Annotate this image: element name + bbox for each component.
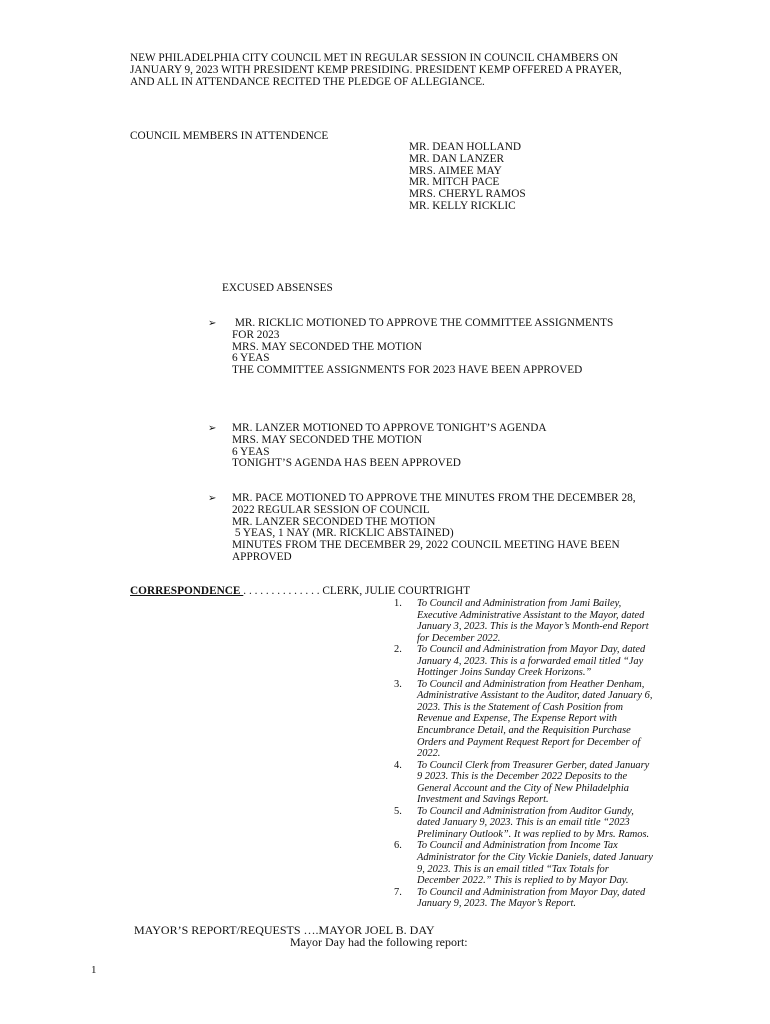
item-line: To Council Clerk from Treasurer Gerber, dated January bbox=[417, 759, 650, 771]
motion-line: 6 YEAS bbox=[232, 352, 270, 365]
motion-line: 2022 REGULAR SESSION OF COUNCIL bbox=[232, 503, 430, 516]
motion-line: MR. PACE MOTIONED TO APPROVE THE MINUTES FROM THE DECEMBER 28, bbox=[232, 492, 636, 504]
item-line: To Council and Administration from Heather Denham, bbox=[417, 678, 645, 690]
item-number: 2. bbox=[394, 644, 402, 656]
correspondence-heading bbox=[130, 586, 470, 598]
motion-line: APPROVED bbox=[232, 550, 292, 563]
member-name: MR. KELLY RICKLIC bbox=[409, 199, 516, 212]
motion-line: TONIGHT’S AGENDA HAS BEEN APPROVED bbox=[232, 457, 461, 470]
item-line: Investment and Savings Report. bbox=[417, 794, 549, 806]
item-line: January 3, 2023. This is the Mayor’s Month-end Report bbox=[417, 621, 649, 633]
list-item bbox=[386, 840, 716, 886]
motion-line: MR. RICKLIC MOTIONED TO APPROVE THE COMMITTEE ASSIGNMENTS bbox=[232, 317, 614, 329]
list-item bbox=[386, 598, 716, 644]
list-item bbox=[386, 644, 716, 679]
motion-line: 6 YEAS bbox=[232, 445, 270, 458]
list-item bbox=[386, 806, 716, 841]
arrow-bullet-icon: ➢ bbox=[208, 493, 217, 504]
item-line: To Council and Administration from Mayor Day, dated bbox=[417, 886, 646, 898]
item-line: 9 2023. This is the December 2022 Deposits to the bbox=[417, 771, 628, 783]
item-line: Administrative Assistant to the Auditor, dated January 6, bbox=[417, 690, 653, 702]
member-name: MRS. CHERYL RAMOS bbox=[409, 188, 526, 201]
item-line: To Council and Administration from Jami Bailey, bbox=[417, 598, 622, 609]
item-line: Executive Administrative Assistant to the Mayor, dated bbox=[417, 609, 645, 621]
item-line: To Council and Administration from Mayor Day, dated bbox=[417, 644, 646, 656]
correspondence-title: CORRESPONDENCE bbox=[130, 585, 244, 597]
motion-agenda bbox=[208, 423, 728, 470]
correspondence-clerk: . . . . . . . . . . . . . . CLERK, JULIE COURTRIGHT bbox=[243, 585, 471, 597]
mayor-report-intro: Mayor Day had the following report: bbox=[290, 935, 468, 949]
item-line: 2022. bbox=[417, 748, 441, 760]
item-number: 1. bbox=[394, 598, 402, 609]
item-line: for December 2022. bbox=[417, 632, 501, 644]
item-line: 9, 2023. This is an email titled “Tax Totals for bbox=[417, 863, 609, 875]
member-name: MR. DEAN HOLLAND bbox=[409, 141, 522, 153]
item-line: Administrator for the City Vickie Daniels, dated January bbox=[417, 852, 653, 864]
intro-line: JANUARY 9, 2023 WITH PRESIDENT KEMP PRESIDING. PRESIDENT KEMP OFFERED A PRAYER, bbox=[130, 63, 622, 76]
motion-line: 5 YEAS, 1 NAY (MR. RICKLIC ABSTAINED) bbox=[232, 527, 454, 540]
motion-committee-assignments bbox=[208, 318, 728, 377]
members-label: COUNCIL MEMBERS IN ATTENDENCE bbox=[130, 130, 329, 142]
item-line: dated January 9, 2023. This is an email title “2023 bbox=[417, 817, 630, 829]
intro-line: NEW PHILADELPHIA CITY COUNCIL MET IN REGULAR SESSION IN COUNCIL CHAMBERS ON bbox=[130, 52, 619, 64]
member-name: MR. DAN LANZER bbox=[409, 152, 505, 165]
correspondence-list bbox=[386, 598, 716, 910]
page-number: 1 bbox=[91, 964, 97, 976]
item-line: Hottinger Joins Sunday Creek Horizons.” bbox=[417, 667, 592, 679]
item-line: Preliminary Outlook”. It was replied to by Mrs. Ramos. bbox=[417, 828, 650, 840]
item-line: Revenue and Expense, The Expense Report with bbox=[417, 713, 617, 725]
excused-absences-heading: EXCUSED ABSENSES bbox=[222, 282, 333, 294]
motion-line: FOR 2023 bbox=[232, 328, 280, 341]
list-item bbox=[386, 679, 716, 760]
item-line: To Council and Administration from Income Tax bbox=[417, 840, 618, 852]
motion-minutes bbox=[208, 493, 728, 564]
item-line: January 9, 2023. The Mayor’s Report. bbox=[417, 898, 576, 910]
item-number: 7. bbox=[394, 886, 402, 898]
item-number: 5. bbox=[394, 805, 402, 817]
mayor-report-heading: MAYOR’S REPORT/REQUESTS ….MAYOR JOEL B. DAY bbox=[134, 923, 435, 937]
item-line: Encumbrance Detail, and the Requisition Purchase bbox=[417, 725, 631, 737]
motion-line: MRS. MAY SECONDED THE MOTION bbox=[232, 433, 423, 446]
item-number: 6. bbox=[394, 840, 402, 852]
motion-line: MR. LANZER MOTIONED TO APPROVE TONIGHT’S AGENDA bbox=[232, 422, 547, 434]
item-number: 4. bbox=[394, 759, 402, 771]
member-name: MR. MITCH PACE bbox=[409, 176, 500, 189]
item-line: January 4, 2023. This is a forwarded email titled “Jay bbox=[417, 655, 644, 667]
arrow-bullet-icon: ➢ bbox=[208, 423, 217, 434]
members-list bbox=[409, 142, 526, 213]
arrow-bullet-icon: ➢ bbox=[208, 318, 217, 329]
item-line: December 2022.” This is replied to by Mayor Day. bbox=[417, 875, 629, 887]
motion-line: MRS. MAY SECONDED THE MOTION bbox=[232, 340, 423, 353]
item-line: General Account and the City of New Philadelphia bbox=[417, 782, 629, 794]
intro-line: AND ALL IN ATTENDANCE RECITED THE PLEDGE OF ALLEGIANCE. bbox=[130, 75, 485, 88]
motion-line: THE COMMITTEE ASSIGNMENTS FOR 2023 HAVE BEEN APPROVED bbox=[232, 364, 583, 377]
member-name: MRS. AIMEE MAY bbox=[409, 164, 502, 177]
list-item bbox=[386, 887, 716, 910]
motion-line: MR. LANZER SECONDED THE MOTION bbox=[232, 515, 436, 528]
item-number: 3. bbox=[394, 678, 402, 690]
item-line: To Council and Administration from Auditor Gundy, bbox=[417, 805, 634, 817]
motion-line: MINUTES FROM THE DECEMBER 29, 2022 COUNCIL MEETING HAVE BEEN bbox=[232, 539, 620, 552]
item-line: Orders and Payment Request Report for December of bbox=[417, 736, 641, 748]
item-line: 2023. This is the Statement of Cash Position from bbox=[417, 701, 623, 713]
list-item bbox=[386, 760, 716, 806]
intro-paragraph bbox=[130, 53, 710, 88]
